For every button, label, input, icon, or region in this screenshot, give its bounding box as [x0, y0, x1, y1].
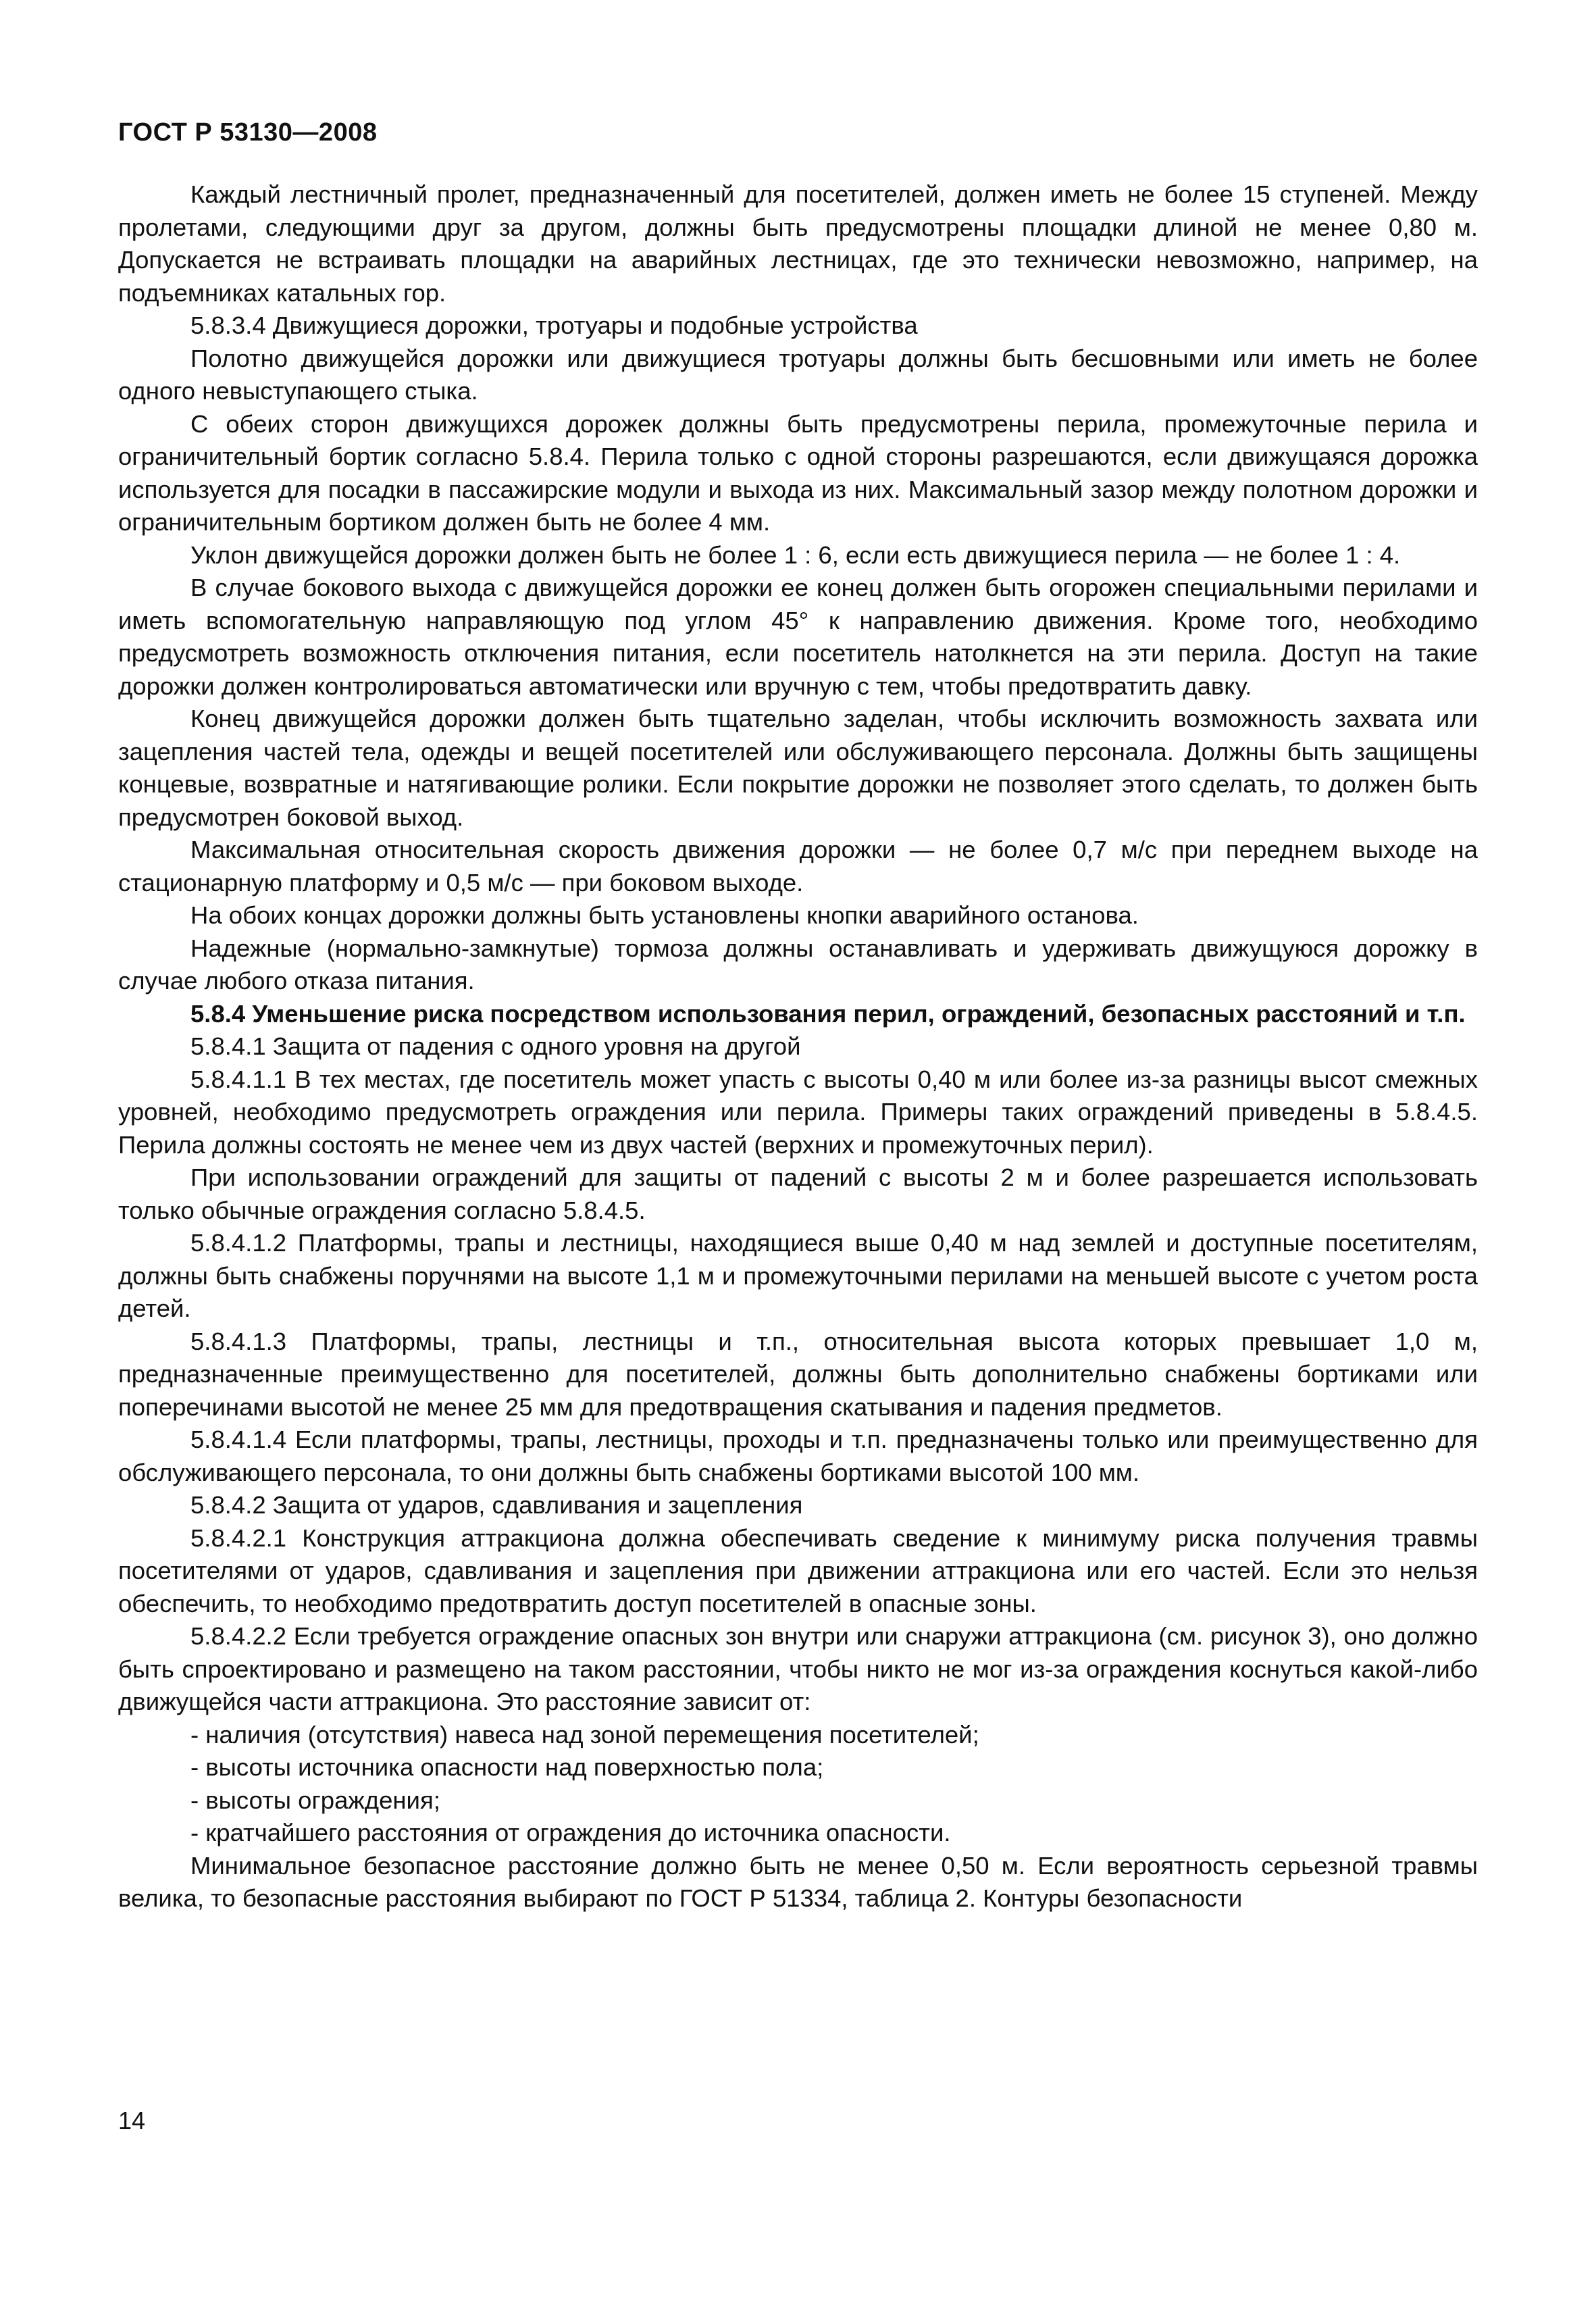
- paragraph: Максимальная относительная скорость движения дорожки — не более 0,7 м/с при переднем выходе на стационарную платформу и 0,5 м/с — при боковом выходе.: [118, 836, 1478, 897]
- paragraph: 5.8.4.2 Защита от ударов, сдавливания и зацепления: [190, 1491, 803, 1519]
- paragraph: На обоих концах дорожки должны быть установлены кнопки аварийного останова.: [190, 901, 1139, 929]
- paragraph: 5.8.4.2.1 Конструкция аттракциона должна обеспечивать сведение к минимуму риска получения травмы посетителями от ударов, сдавливания и зацепления при движении аттракциона или его частей. Если это нельзя обеспечить, то необходимо предотвратить доступ посетителей в опасные зоны.: [118, 1524, 1478, 1617]
- paragraph: 5.8.4.1.1 В тех местах, где посетитель может упасть с высоты 0,40 м или более из-за разницы высот смежных уровней, необходимо предусмотреть ограждения или перила. Примеры таких ограждений приведены в 5.8.4.5. Перила должны состоять не менее чем из двух частей (верхних и промежуточных перил).: [118, 1065, 1478, 1159]
- paragraph: В случае бокового выхода с движущейся дорожки ее конец должен быть огорожен специальными перилами и иметь вспомогательную направляющую под углом 45° к направлению движения. Кроме того, необходимо предусмотреть возможность отключения питания, если посетитель натолкнется на эти перила. Доступ на такие дорожки должен контролироваться автоматически или вручную с тем, чтобы предотвратить давку.: [118, 574, 1478, 700]
- paragraph: Конец движущейся дорожки должен быть тщательно заделан, чтобы исключить возможность захвата или зацепления частей тела, одежды и вещей посетителей или обслуживающего персонала. Должны быть защищены концевые, возвратные и натягивающие ролики. Если покрытие дорожки не позволяет этого сделать, то должен быть предусмотрен боковой выход.: [118, 705, 1478, 831]
- paragraph: 5.8.3.4 Движущиеся дорожки, тротуары и подобные устройства: [190, 311, 918, 339]
- paragraph: 5.8.4.2.2 Если требуется ограждение опасных зон внутри или снаружи аттракциона (см. рисунок 3), оно должно быть спроектировано и размещено на таком расстоянии, чтобы никто не мог из-за ограждения коснуться какой-либо движущейся части аттракциона. Это расстояние зависит от:: [118, 1622, 1478, 1715]
- paragraph: - кратчайшего расстояния от ограждения до источника опасности.: [190, 1819, 951, 1846]
- document-header: ГОСТ Р 53130—2008: [118, 118, 378, 147]
- document-body: [118, 178, 1478, 1915]
- paragraph: Минимальное безопасное расстояние должно быть не менее 0,50 м. Если вероятность серьезной травмы велика, то безопасные расстояния выбирают по ГОСТ Р 51334, таблица 2. Контуры безопасности: [118, 1851, 1478, 1912]
- paragraph: Каждый лестничный пролет, предназначенный для посетителей, должен иметь не более 15 ступеней. Между пролетами, следующими друг за другом, должны быть предусмотрены площадки длиной не менее 0,80 м. Допускается не встраивать площадки на аварийных лестницах, где это технически невозможно, например, на подъемниках катальных гор.: [118, 180, 1478, 307]
- paragraph: 5.8.4.1.2 Платформы, трапы и лестницы, находящиеся выше 0,40 м над землей и доступные посетителям, должны быть снабжены поручнями на высоте 1,1 м и промежуточными перилами на меньшей высоте с учетом роста детей.: [118, 1229, 1478, 1322]
- paragraph: Полотно движущейся дорожки или движущиеся тротуары должны быть бесшовными или иметь не более одного невыступающего стыка.: [118, 344, 1478, 405]
- paragraph: 5.8.4.1.3 Платформы, трапы, лестницы и т.п., относительная высота которых превышает 1,0 м, предназначенные преимущественно для посетителей, должны быть дополнительно снабжены бортиками или поперечинами высотой не менее 25 мм для предотвращения скатывания и падения предметов.: [118, 1327, 1478, 1421]
- section-heading: 5.8.4 Уменьшение риска посредством использования перил, ограждений, безопасных расстояний и т.п.: [190, 999, 1466, 1028]
- paragraph: При использовании ограждений для защиты от падений с высоты 2 м и более разрешается использовать только обычные ограждения согласно 5.8.4.5.: [118, 1163, 1478, 1224]
- paragraph: - высоты ограждения;: [190, 1786, 440, 1814]
- paragraph: Надежные (нормально-замкнутые) тормоза должны останавливать и удерживать движущуюся дорожку в случае любого отказа питания.: [118, 934, 1478, 995]
- paragraph: Уклон движущейся дорожки должен быть не более 1 : 6, если есть движущиеся перила — не более 1 : 4.: [190, 540, 1401, 569]
- paragraph: 5.8.4.1.4 Если платформы, трапы, лестницы, проходы и т.п. предназначены только или преимущественно для обслуживающего персонала, то они должны быть снабжены бортиками высотой 100 мм.: [118, 1426, 1478, 1486]
- paragraph: 5.8.4.1 Защита от падения с одного уровня на другой: [190, 1032, 801, 1060]
- page-number: 14: [118, 2107, 146, 2134]
- paragraph: С обеих сторон движущихся дорожек должны быть предусмотрены перила, промежуточные перила и ограничительный бортик согласно 5.8.4. Перила только с одной стороны разрешаются, если движущаяся дорожка используется для посадки в пассажирские модули и выхода из них. Максимальный зазор между полотном дорожки и ограничительным бортиком должен быть не более 4 мм.: [118, 409, 1478, 536]
- paragraph: - наличия (отсутствия) навеса над зоной перемещения посетителей;: [190, 1720, 979, 1749]
- paragraph: - высоты источника опасности над поверхностью пола;: [190, 1753, 824, 1781]
